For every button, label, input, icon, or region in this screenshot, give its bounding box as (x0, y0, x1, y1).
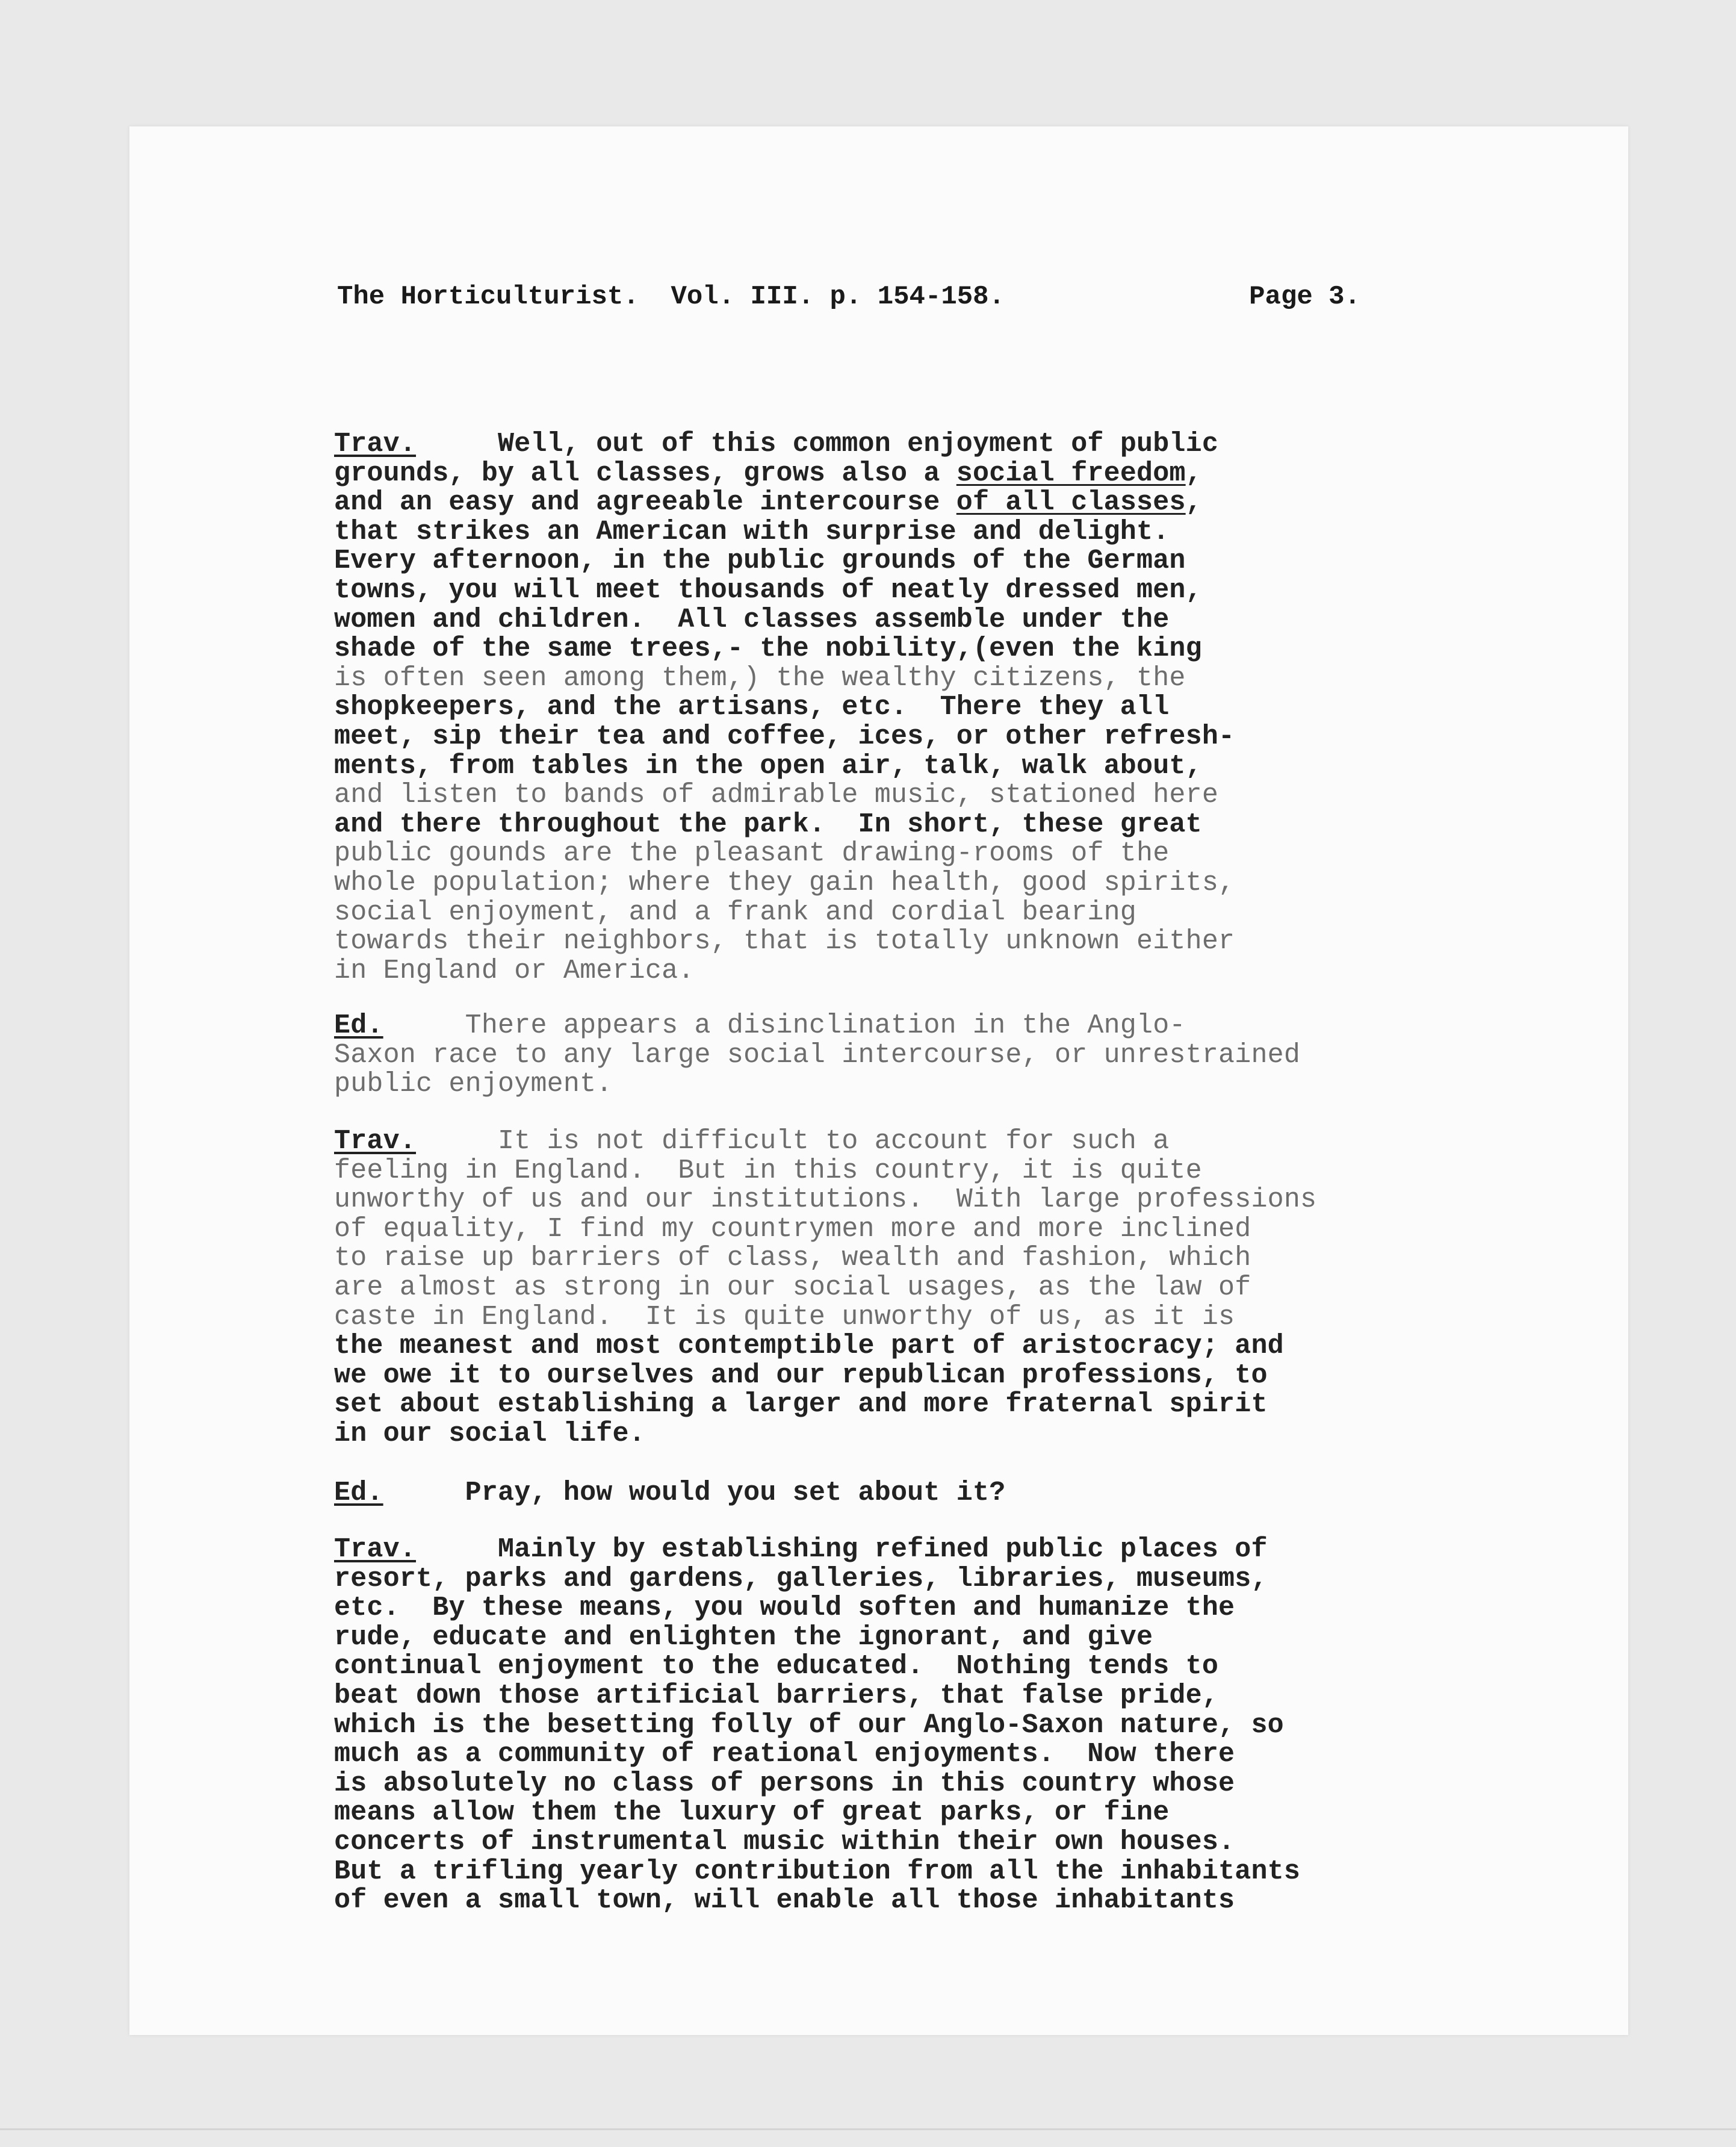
text-line: grounds, by all classes, grows also a (334, 458, 956, 489)
paragraph-trav-3 (334, 1535, 1300, 1916)
text-line: in England or America. (334, 955, 695, 986)
text-line: public gounds are the pleasant drawing-rooms of the (334, 838, 1170, 869)
text-line: ments, from tables in the open air, talk, walk about, (334, 750, 1202, 781)
text-line: to raise up barriers of class, wealth and fashion, which (334, 1243, 1251, 1274)
source-citation: The Horticulturist. Vol. III. p. 154-158. (337, 282, 1005, 312)
speaker-label: Ed. (334, 1010, 383, 1041)
text-line: shopkeepers, and the artisans, etc. There they all (334, 692, 1170, 723)
text-line: Well, out of this common enjoyment of public (416, 429, 1219, 459)
speaker-label: Ed. (334, 1477, 383, 1508)
speaker-label: Trav. (334, 429, 417, 459)
page-number: Page 3. (1249, 282, 1360, 312)
text-line: and an easy and agreeable intercourse (334, 487, 956, 518)
text-line: caste in England. It is quite unworthy of us, as it is (334, 1301, 1235, 1332)
text-line: resort, parks and gardens, galleries, libraries, museums, (334, 1563, 1268, 1594)
text-line: It is not difficult to account for such a (416, 1126, 1170, 1157)
page-header (337, 282, 1360, 318)
text-line: which is the besetting folly of our Anglo-Saxon nature, so (334, 1709, 1284, 1741)
text-line: continual enjoyment to the educated. Nothing tends to (334, 1651, 1219, 1682)
underlined-phrase: social freedom (956, 458, 1186, 489)
text-line: public enjoyment. (334, 1069, 613, 1100)
text-line: means allow them the luxury of great parks, or fine (334, 1797, 1170, 1829)
text-line: unworthy of us and our institutions. With large professions (334, 1184, 1317, 1216)
text-line: shade of the same trees,- the nobility,(even the king (334, 633, 1202, 665)
text-line: that strikes an American with surprise and delight. (334, 516, 1170, 547)
text-line: is often seen among them,) the wealthy citizens, the (334, 662, 1186, 694)
text-line: and listen to bands of admirable music, stationed here (334, 780, 1219, 811)
text-line: beat down those artificial barriers, that false pride, (334, 1680, 1219, 1711)
text-line: of equality, I find my countrymen more and more inclined (334, 1213, 1251, 1244)
text-line: the meanest and most contemptible part of aristocracy; and (334, 1331, 1284, 1362)
text-line: are almost as strong in our social usages, as the law of (334, 1272, 1251, 1303)
text-line: set about establishing a larger and more fraternal spirit (334, 1389, 1268, 1420)
text-line: in our social life. (334, 1418, 645, 1449)
text-line: we owe it to ourselves and our republican professions, to (334, 1359, 1268, 1391)
text-line: is absolutely no class of persons in this country whose (334, 1768, 1235, 1799)
text-line: social enjoyment, and a frank and cordial bearing (334, 896, 1137, 928)
text-line: Every afternoon, in the public grounds of the German (334, 545, 1186, 577)
text-line: concerts of instrumental music within their own houses. (334, 1826, 1235, 1857)
text-line: rude, educate and enlighten the ignorant, and give (334, 1621, 1153, 1653)
text-line: whole population; where they gain health, good spirits, (334, 867, 1235, 898)
text-line: feeling in England. But in this country, it is quite (334, 1155, 1202, 1186)
text-line: women and children. All classes assemble under the (334, 604, 1170, 635)
paragraph-trav-2 (334, 1127, 1316, 1449)
text-line: , (1185, 458, 1202, 489)
text-line: towns, you will meet thousands of neatly dressed men, (334, 574, 1202, 606)
text-line: towards their neighbors, that is totally unknown either (334, 926, 1235, 957)
scan-edge-line (0, 2128, 1736, 2130)
text-line: etc. By these means, you would soften and humanize the (334, 1592, 1235, 1624)
paragraph-ed-2 (334, 1479, 1005, 1508)
text-line: Saxon race to any large social intercourse, or unrestrained (334, 1039, 1301, 1070)
text-line: of even a small town, will enable all those inhabitants (334, 1885, 1235, 1916)
text-line: meet, sip their tea and coffee, ices, or other refresh- (334, 721, 1235, 752)
text-line: Pray, how would you set about it? (383, 1477, 1006, 1508)
text-line: But a trifling yearly contribution from all the inhabitants (334, 1856, 1301, 1887)
text-line: and there throughout the park. In short, these great (334, 809, 1202, 840)
text-line: much as a community of reational enjoyments. Now there (334, 1739, 1235, 1770)
speaker-label: Trav. (334, 1126, 417, 1157)
speaker-label: Trav. (334, 1534, 417, 1565)
text-line: There appears a disinclination in the Anglo- (383, 1010, 1186, 1041)
paragraph-ed-1 (334, 1011, 1300, 1099)
paragraph-trav-1 (334, 430, 1235, 986)
underlined-phrase: of all classes (956, 487, 1186, 518)
text-line: , (1185, 487, 1202, 518)
text-line: Mainly by establishing refined public places of (416, 1534, 1268, 1565)
